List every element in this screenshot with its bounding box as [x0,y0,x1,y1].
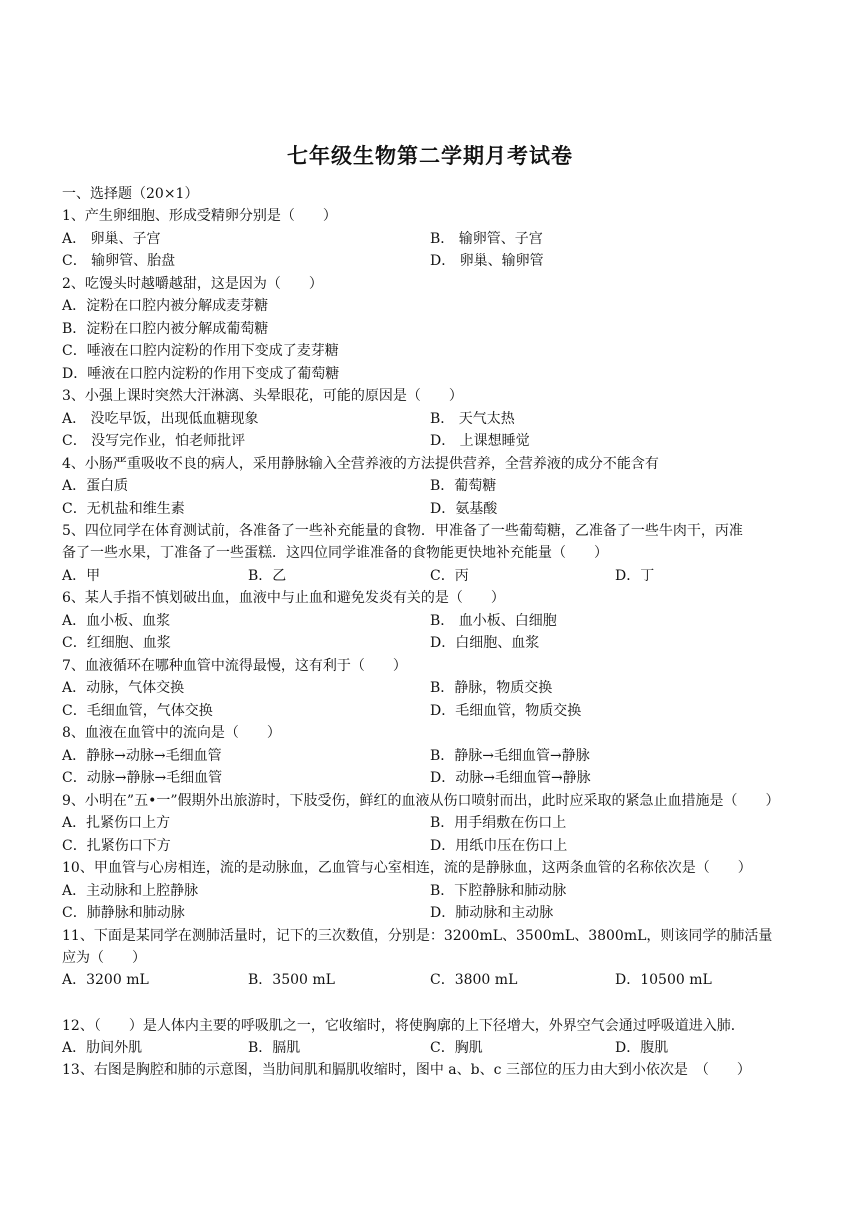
question-4-option-a: A．蛋白质 [62,478,129,494]
question-10-option-a: A．主动脉和上腔静脉 [62,883,199,899]
question-4-option-c: C．无机盐和维生素 [62,501,185,517]
question-10-stem: 10、甲血管与心房相连，流的是动脉血，乙血管与心室相连，流的是静脉血，这两条血管的名称依次是（ ） [62,860,752,876]
question-9-option-d: D．用纸巾压在伤口上 [430,838,568,854]
exam-title: 七年级生物第二学期月考试卷 [287,143,573,168]
section-heading: 一、选择题（20×1） [62,186,199,202]
question-9-option-a: A．扎紧伤口上方 [62,815,171,831]
question-2-option-d: D．唾液在口腔内淀粉的作用下变成了葡萄糖 [62,366,340,382]
question-1-option-d: D． 卵巢、输卵管 [430,253,544,269]
question-8-stem: 8、血液在血管中的流向是（ ） [62,725,281,741]
question-13-stem: 13、右图是胸腔和肺的示意图，当肋间肌和膈肌收缩时，图中 a、b、c 三部位的压力由大到小依次是 （ ） [62,1062,751,1078]
question-3-option-d: D． 上课想睡觉 [430,433,530,449]
question-1-option-b: B． 输卵管、子宫 [430,231,543,247]
question-1-option-a: A． 卵巢、子宫 [62,231,161,247]
question-9-stem: 9、小明在”五•一”假期外出旅游时，下肢受伤，鲜红的血液从伤口喷射而出，此时应采取的紧急止血措施是（ ） [62,793,780,809]
question-3-option-b: B． 天气太热 [430,411,515,427]
question-9-option-b: B．用手绢敷在伤口上 [430,815,567,831]
question-11-option-d: D．10500 mL [615,972,712,988]
question-4-option-b: B．葡萄糖 [430,478,497,494]
question-4-stem: 4、小肠严重吸收不良的病人，采用静脉输入全营养液的方法提供营养，全营养液的成分不能含有 [62,456,659,472]
question-12-option-d: D．腹肌 [615,1040,669,1056]
question-12-stem: 12、（ ）是人体内主要的呼吸肌之一，它收缩时，将使胸廓的上下径增大，外界空气会通过呼吸道进入肺． [62,1018,745,1034]
question-7-option-b: B．静脉，物质交换 [430,680,553,696]
question-7-option-d: D．毛细血管，物质交换 [430,703,582,719]
question-10-option-b: B．下腔静脉和肺动脉 [430,883,567,899]
question-12-option-a: A．肋间外肌 [62,1040,143,1056]
question-11-option-a: A．3200 mL [62,972,149,988]
question-2-option-c: C．唾液在口腔内淀粉的作用下变成了麦芽糖 [62,343,339,359]
question-6-option-a: A．血小板、血浆 [62,613,171,629]
question-10-option-c: C．肺静脉和肺动脉 [62,905,185,921]
question-11-stem-line-2: 应为（ ） [62,950,146,966]
question-7-option-a: A．动脉，气体交换 [62,680,185,696]
question-11-stem-line-1: 11、下面是某同学在测肺活量时，记下的三次数值，分别是：3200mL、3500mL、3800mL，则该同学的肺活量 [62,928,773,944]
question-5-option-d: D．丁 [615,568,655,584]
question-8-option-c: C．动脉→静脉→毛细血管 [62,770,223,786]
question-8-option-d: D．动脉→毛细血管→静脉 [430,770,591,786]
question-11-option-b: B．3500 mL [248,972,335,988]
question-2-option-b: B．淀粉在口腔内被分解成葡萄糖 [62,321,269,337]
question-5-stem-line-2: 备了一些水果，丁准备了一些蛋糕．这四位同学谁准备的食物能更快地补充能量（ ） [62,545,608,561]
question-8-option-b: B．静脉→毛细血管→静脉 [430,748,590,764]
question-1-stem: 1、产生卵细胞、形成受精卵分别是（ ） [62,208,337,224]
question-7-option-c: C．毛细血管，气体交换 [62,703,213,719]
question-9-option-c: C．扎紧伤口下方 [62,838,171,854]
question-6-option-b: B． 血小板、白细胞 [430,613,557,629]
question-10-option-d: D．肺动脉和主动脉 [430,905,554,921]
question-7-stem: 7、血液循环在哪种血管中流得最慢，这有利于（ ） [62,658,407,674]
question-6-option-c: C．红细胞、血浆 [62,635,171,651]
question-11-option-c: C．3800 mL [430,972,518,988]
question-8-option-a: A．静脉→动脉→毛细血管 [62,748,222,764]
question-3-stem: 3、小强上课时突然大汗淋漓、头晕眼花，可能的原因是（ ） [62,388,463,404]
question-2-option-a: A．淀粉在口腔内被分解成麦芽糖 [62,298,269,314]
question-4-option-d: D．氨基酸 [430,501,498,517]
question-12-option-c: C．胸肌 [430,1040,483,1056]
question-3-option-c: C． 没写完作业，怕老师批评 [62,433,246,449]
question-6-option-d: D．白细胞、血浆 [430,635,540,651]
question-5-option-c: C．丙 [430,568,469,584]
question-5-option-b: B．乙 [248,568,287,584]
question-6-stem: 6、某人手指不慎划破出血，血液中与止血和避免发炎有关的是（ ） [62,590,505,606]
question-5-stem-line-1: 5、四位同学在体育测试前，各准备了一些补充能量的食物．甲准备了一些葡萄糖，乙准备了一些牛肉干，丙准 [62,523,743,539]
question-2-stem: 2、吃馒头时越嚼越甜，这是因为（ ） [62,276,323,292]
question-1-option-c: C． 输卵管、胎盘 [62,253,176,269]
question-5-option-a: A．甲 [62,568,101,584]
question-3-option-a: A． 没吃早饭，出现低血糖现象 [62,411,259,427]
question-12-option-b: B．膈肌 [248,1040,301,1056]
